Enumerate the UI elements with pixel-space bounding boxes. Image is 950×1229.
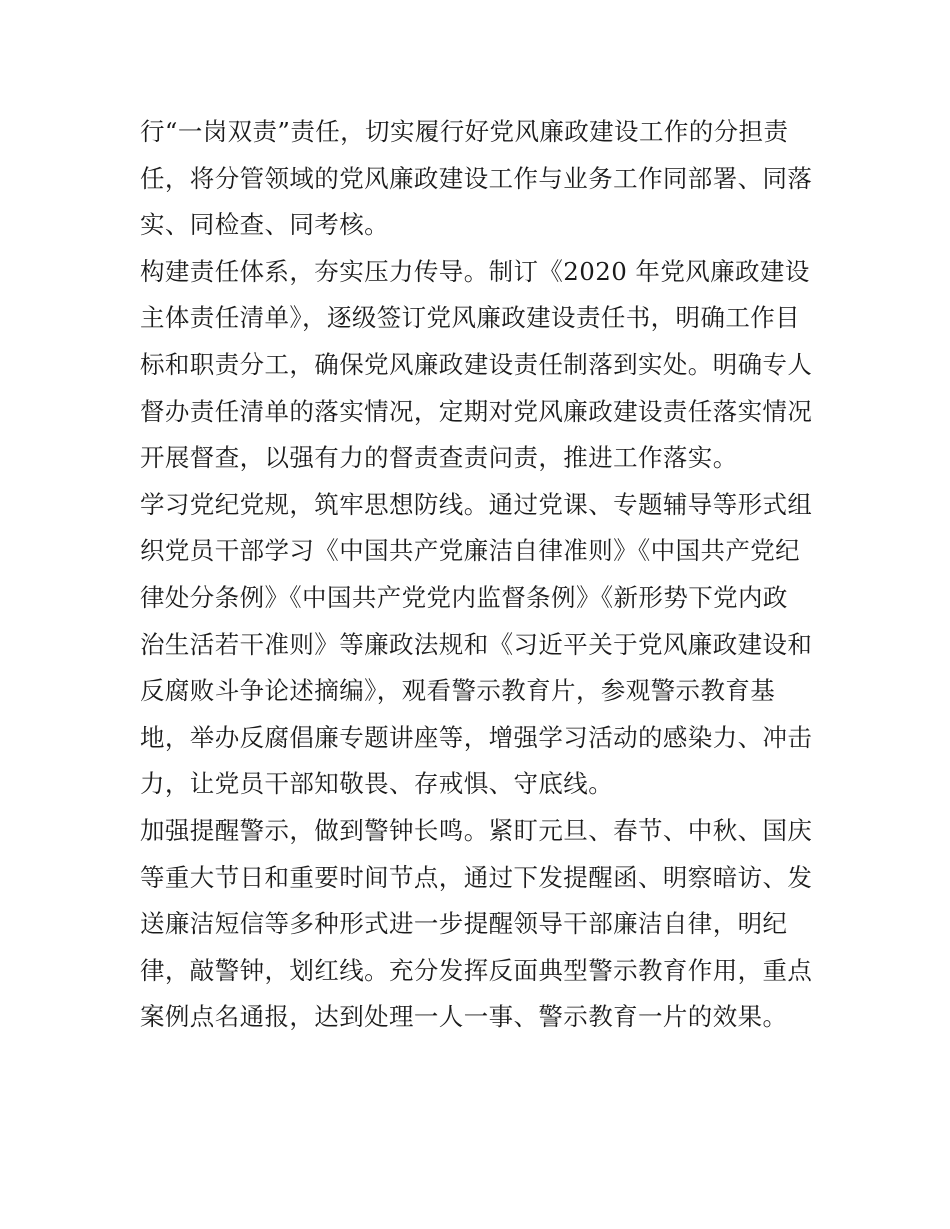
text-line: 督办责任清单的落实情况，定期对党风廉政建设责任落实情况: [140, 396, 813, 426]
text-line: 律，敲警钟，划红线。充分发挥反面典型警示教育作用，重点: [140, 955, 813, 985]
text-line: 反腐败斗争论述摘编》，观看警示教育片，参观警示教育基: [140, 676, 776, 706]
text-line: 治生活若干准则》等廉政法规和《习近平关于党风廉政建设和: [140, 629, 813, 659]
text-line: 行“一岗双责”责任，切实履行好党风廉政建设工作的分担责: [140, 117, 789, 146]
text-line: 织党员干部学习《中国共产党廉洁自律准则》《中国共产党纪: [140, 536, 801, 566]
text-line: 实、同检查、同考核。: [140, 210, 389, 240]
text-line: 构建责任体系，夯实压力传导。制订《2020 年党风廉政建设: [140, 256, 810, 286]
text-line: 主体责任清单》，逐级签订党风廉政建设责任书，明确工作目: [140, 303, 801, 333]
text-line: 开展督查，以强有力的督责查责问责，推进工作落实。: [140, 443, 738, 473]
text-line: 等重大节日和重要时间节点，通过下发提醒函、明察暗访、发: [140, 862, 813, 892]
text-line: 送廉洁短信等多种形式进一步提醒领导干部廉洁自律，明纪: [140, 909, 788, 939]
text-line: 律处分条例》《中国共产党党内监督条例》《新形势下党内政: [140, 582, 788, 612]
text-line: 加强提醒警示，做到警钟长鸣。紧盯元旦、春节、中秋、国庆: [140, 815, 813, 845]
text-line: 标和职责分工，确保党风廉政建设责任制落到实处。明确专人: [140, 349, 813, 379]
text-line: 力，让党员干部知敬畏、存戒惧、守底线。: [140, 769, 614, 799]
text-line: 案例点名通报，达到处理一人一事、警示教育一片的效果。: [140, 1002, 788, 1032]
text-line: 学习党纪党规，筑牢思想防线。通过党课、专题辅导等形式组: [140, 489, 813, 519]
document-body: [140, 109, 820, 1041]
text-line: 地，举办反腐倡廉专题讲座等，增强学习活动的感染力、冲击: [140, 722, 813, 752]
text-line: 任，将分管领域的党风廉政建设工作与业务工作同部署、同落: [140, 163, 813, 193]
